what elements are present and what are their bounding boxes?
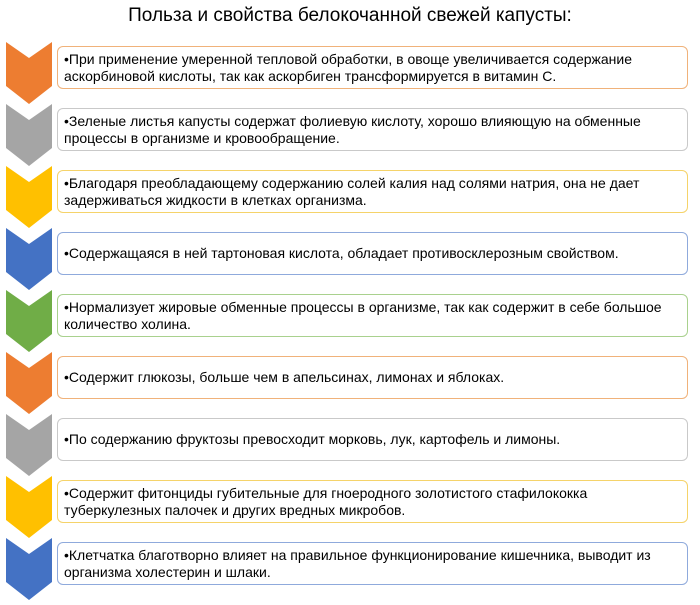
- chevron-down-icon: [6, 290, 52, 352]
- benefit-text: •Содержит фитонциды губительные для гноеродного золотистого стафилококка туберкулезных палочек и других вредных микробов.: [64, 484, 588, 518]
- benefit-text: •Содержит глюкозы, больше чем в апельсинах, лимонах и яблоках.: [64, 369, 505, 385]
- benefit-text: •Зеленые листья капусты содержат фолиевую кислоту, хорошо влияющую на обменные процессы в организме и кровообращение.: [64, 112, 641, 146]
- list-item: [0, 228, 700, 290]
- benefit-card: [57, 232, 688, 275]
- chevron-shape: [6, 290, 52, 352]
- chevron-shape: [6, 166, 52, 228]
- chevron-down-icon: [6, 228, 52, 290]
- list-item: [0, 104, 700, 166]
- list-item: [0, 476, 700, 538]
- chevron-shape: [6, 476, 52, 538]
- benefit-text: •Содержащаяся в ней тартоновая кислота, обладает противосклерозным свойством.: [64, 245, 619, 261]
- benefit-text: •Клетчатка благотворно влияет на правильное функционирование кишечника, выводит из организма холестерин и шлаки.: [64, 546, 651, 580]
- chevron-down-icon: [6, 42, 52, 104]
- benefit-card: [57, 170, 688, 213]
- list-item: [0, 352, 700, 414]
- benefit-text: •Нормализует жировые обменные процессы в организме, так как содержит в себе большое количество холина.: [64, 298, 662, 332]
- list-item: [0, 42, 700, 104]
- diagram-title: Польза и свойства белокочанной свежей капусты:: [128, 5, 572, 26]
- list-item: [0, 290, 700, 352]
- benefit-card: [57, 356, 688, 399]
- benefit-card: [57, 480, 688, 523]
- chevron-shape: [6, 104, 52, 166]
- list-item: [0, 538, 700, 600]
- chevron-down-icon: [6, 352, 52, 414]
- chevron-down-icon: [6, 538, 52, 600]
- chevron-shape: [6, 538, 52, 600]
- chevron-down-icon: [6, 476, 52, 538]
- list-item: [0, 166, 700, 228]
- benefit-text: •Благодаря преобладающему содержанию солей калия над солями натрия, она не дает задерживаться жидкости в клетках организма.: [64, 174, 640, 208]
- benefit-card: [57, 418, 688, 461]
- list-item: [0, 414, 700, 476]
- benefit-text: •При применение умеренной тепловой обработки, в овоще увеличивается содержание аскорбиновой кислоты, так как аскорбиген трансформируется в витамин С.: [64, 50, 633, 84]
- benefit-card: [57, 108, 688, 151]
- chevron-down-icon: [6, 166, 52, 228]
- chevron-shape: [6, 42, 52, 104]
- benefit-card: [57, 542, 688, 585]
- benefit-text: •По содержанию фруктозы превосходит морковь, лук, картофель и лимоны.: [64, 431, 561, 447]
- chevron-down-icon: [6, 414, 52, 476]
- benefit-card: [57, 46, 688, 89]
- chevron-shape: [6, 228, 52, 290]
- chevron-shape: [6, 352, 52, 414]
- chevron-down-icon: [6, 104, 52, 166]
- benefit-card: [57, 294, 688, 337]
- chevron-shape: [6, 414, 52, 476]
